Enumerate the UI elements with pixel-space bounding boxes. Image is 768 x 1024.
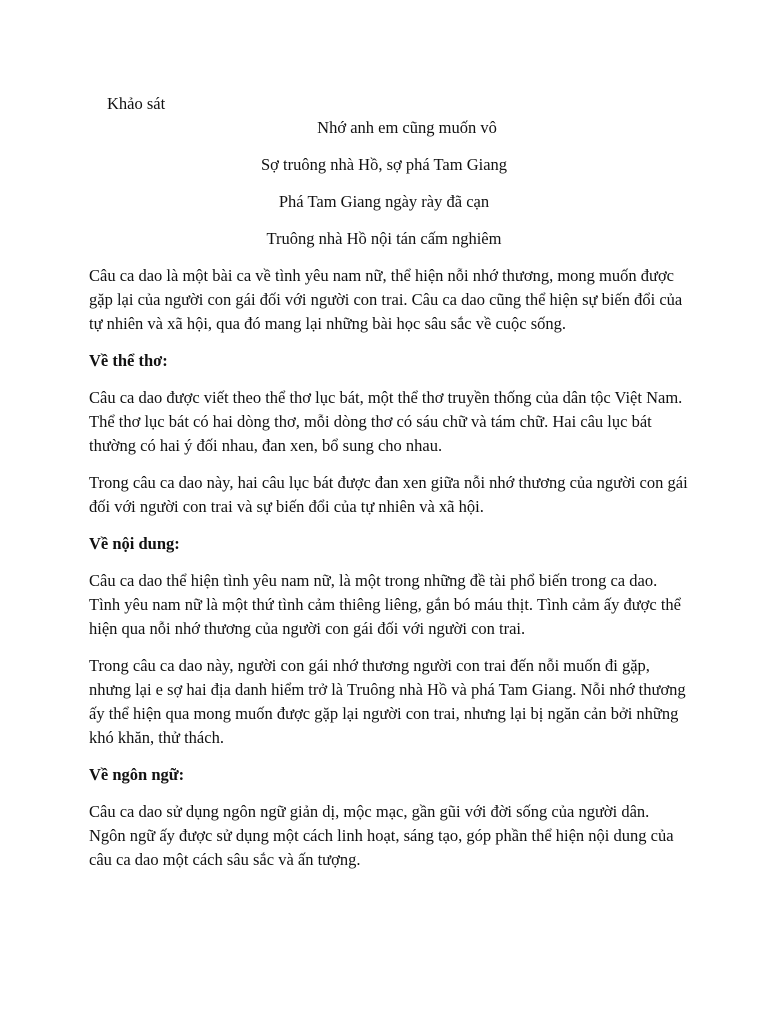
- analysis-body: [89, 264, 689, 885]
- poem-line: Sợ truông nhà Hồ, sợ phá Tam Giang: [260, 155, 508, 174]
- poem-line: Phá Tam Giang ngày rày đã cạn: [278, 192, 490, 211]
- section-paragraph: Câu ca dao sử dụng ngôn ngữ giản dị, mộc mạc, gần gũi với đời sống của người dân. Ngôn ngữ ấy được sử dụng một cách linh hoạt, sáng tạo, góp phần thể hiện nội dung của câu ca dao một cách sâu sắc và ấn tượng.: [89, 802, 674, 869]
- poem-block: [0, 117, 768, 265]
- intro-paragraph: Câu ca dao là một bài ca về tình yêu nam nữ, thể hiện nỗi nhớ thương, mong muốn được gặp lại của người con gái đối với người con trai. Câu ca dao cũng thể hiện sự biến đổi của tự nhiên và xã hội, qua đó mang lại những bài học sâu sắc về cuộc sống.: [89, 266, 683, 333]
- section-paragraph: Trong câu ca dao này, hai câu lục bát được đan xen giữa nỗi nhớ thương của người con gái đối với người con trai và sự biến đổi của tự nhiên và xã hội.: [89, 473, 688, 516]
- section-paragraph: Trong câu ca dao này, người con gái nhớ thương người con trai đến nỗi muốn đi gặp, nhưng lại e sợ hai địa danh hiểm trở là Truông nhà Hồ và phá Tam Giang. Nỗi nhớ thương ấy thể hiện qua mong muốn được gặp lại người con trai, nhưng lại bị ngăn cản bởi những khó khăn, thử thách.: [89, 656, 686, 747]
- section-paragraph: Câu ca dao được viết theo thể thơ lục bát, một thể thơ truyền thống của dân tộc Việt Nam. Thể thơ lục bát có hai dòng thơ, mỗi dòng thơ có sáu chữ và tám chữ. Hai câu lục bát thường có hai ý đối nhau, đan xen, bổ sung cho nhau.: [89, 388, 683, 455]
- poem-line: Nhớ anh em cũng muốn vô: [317, 118, 497, 137]
- document-heading: Khảo sát: [107, 94, 166, 113]
- section-title-content: Về nội dung:: [89, 534, 180, 553]
- poem-line: Truông nhà Hồ nội tán cấm nghiêm: [266, 229, 502, 248]
- section-title-language: Về ngôn ngữ:: [89, 765, 185, 784]
- section-paragraph: Câu ca dao thể hiện tình yêu nam nữ, là một trong những đề tài phổ biến trong ca dao. Tình yêu nam nữ là một thứ tình cảm thiêng liêng, gắn bó máu thịt. Tình cảm ấy được thể hiện qua nỗi nhớ thương của người con gái đối với người con trai.: [89, 571, 682, 638]
- section-title-form: Về thể thơ:: [89, 351, 168, 370]
